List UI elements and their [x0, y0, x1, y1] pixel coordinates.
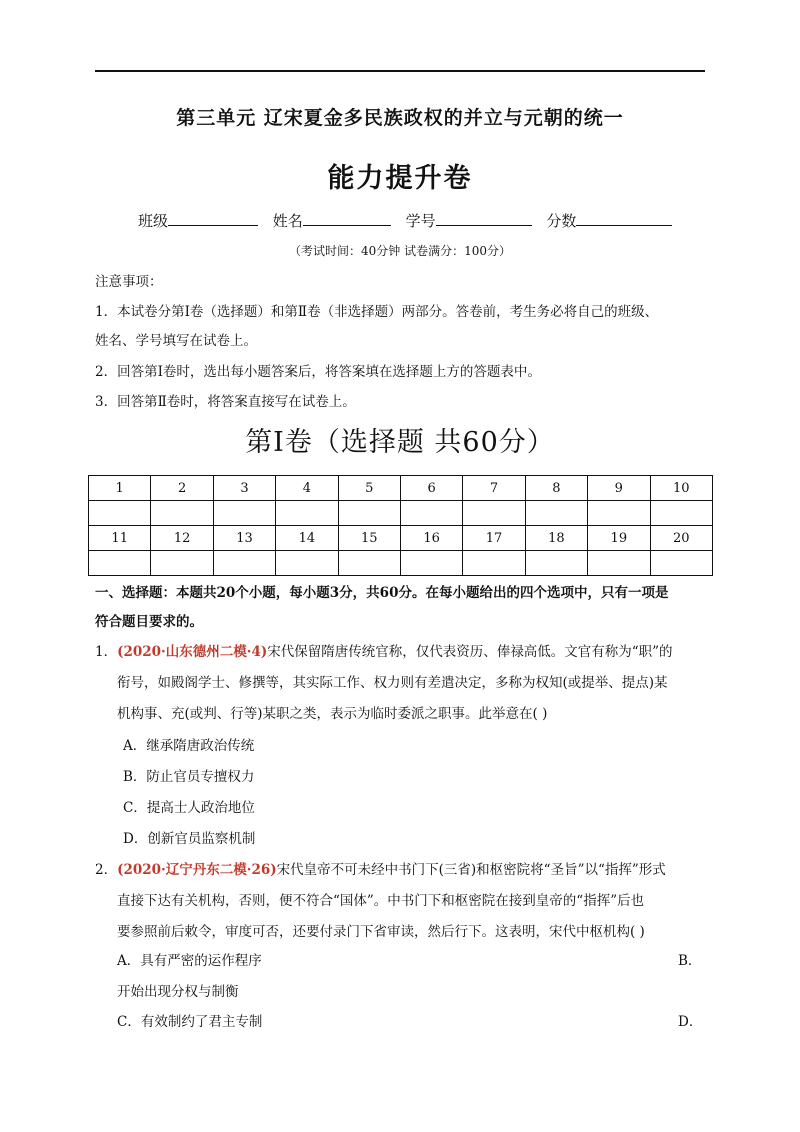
question-1-option-c[interactable]: C．提高士人政治地位: [123, 800, 255, 816]
question-2-number: 2．: [95, 862, 118, 878]
answer-cell[interactable]: [276, 551, 338, 576]
answer-cell[interactable]: [588, 501, 650, 526]
answer-cell[interactable]: [89, 551, 151, 576]
answer-number: 2: [151, 476, 213, 501]
question-1-option-b[interactable]: B．防止官员专擅权力: [123, 769, 255, 785]
answer-input-row-1: [89, 501, 713, 526]
notice-item-3: 3．回答第Ⅱ卷时，将答案直接写在试卷上。: [95, 394, 356, 410]
answer-number: 18: [525, 526, 587, 551]
id-blank[interactable]: [436, 211, 532, 226]
name-label: 姓名: [272, 212, 303, 230]
answer-number: 7: [463, 476, 525, 501]
class-blank[interactable]: [168, 211, 258, 226]
answer-cell[interactable]: [213, 551, 275, 576]
question-2-option-c[interactable]: C．有效制约了君主专制: [117, 1014, 263, 1030]
question-2-source: (2020·辽宁丹东二模·26): [117, 862, 277, 878]
notice-item-1-line-1: 1．本试卷分第Ⅰ卷（选择题）和第Ⅱ卷（非选择题）两部分。答卷前，考生务必将自己的班级、: [95, 304, 659, 320]
question-2-option-b-label[interactable]: B．: [678, 953, 702, 969]
answer-number: 3: [213, 476, 275, 501]
question-1-source: (2020·山东德州二模·4): [117, 644, 268, 660]
answer-number: 1: [89, 476, 151, 501]
answer-number: 4: [276, 476, 338, 501]
class-label: 班级: [138, 212, 169, 230]
question-1-text-1: 宋代保留隋唐传统官称，仅代表资历、俸禄高低。文官有称为“职”的: [267, 644, 673, 660]
answer-cell[interactable]: [463, 501, 525, 526]
answer-number: 5: [338, 476, 400, 501]
question-2-line-3: 要参照前后敕令，审度可否，还要付录门下省审读，然后行下。这表明，宋代中枢机构( ): [117, 924, 645, 940]
answer-number: 19: [588, 526, 650, 551]
question-1-line-1: [95, 640, 673, 660]
answer-number: 10: [650, 476, 712, 501]
name-blank[interactable]: [303, 211, 391, 226]
answer-number: 12: [151, 526, 213, 551]
answer-cell[interactable]: [276, 501, 338, 526]
answer-number: 14: [276, 526, 338, 551]
question-2-option-d-label[interactable]: D．: [678, 1014, 703, 1030]
question-2-line-2: 直接下达有关机构，否则，便不符合“国体”。中书门下和枢密院在接到皇帝的“指挥”后也: [117, 893, 645, 909]
answer-number: 15: [338, 526, 400, 551]
unit-title: 第三单元 辽宋夏金多民族政权的并立与元朝的统一: [176, 107, 624, 129]
answer-cell[interactable]: [338, 551, 400, 576]
answer-cell[interactable]: [151, 501, 213, 526]
answer-cell[interactable]: [525, 551, 587, 576]
question-1-number: 1．: [95, 644, 118, 660]
part1-title: 第Ⅰ卷（选择题 共60分）: [245, 427, 555, 458]
answer-header-row-1: [89, 476, 713, 501]
time-note: （考试时间：40分钟 试卷满分：100分）: [289, 244, 511, 258]
score-label: 分数: [546, 212, 577, 230]
question-2-text-1: 宋代皇帝不可未经中书门下(三省)和枢密院将“圣旨”以“指挥”形式: [276, 862, 666, 878]
answer-cell[interactable]: [151, 551, 213, 576]
answer-number: 9: [588, 476, 650, 501]
answer-number: 17: [463, 526, 525, 551]
question-1-option-a[interactable]: A．继承隋唐政治传统: [123, 738, 255, 754]
top-rule: [95, 70, 705, 72]
answer-cell[interactable]: [400, 551, 462, 576]
section1-instruction-line-2: 符合题目要求的。: [95, 614, 203, 630]
answer-cell[interactable]: [525, 501, 587, 526]
answer-cell[interactable]: [338, 501, 400, 526]
answer-number: 8: [525, 476, 587, 501]
answer-cell[interactable]: [400, 501, 462, 526]
answer-number: 11: [89, 526, 151, 551]
answer-number: 6: [400, 476, 462, 501]
notice-title: 注意事项：: [95, 274, 163, 290]
section1-instruction-line-1: 一、选择题：本题共20个小题，每小题3分，共60分。在每小题给出的四个选项中，只有一项是: [95, 585, 669, 601]
student-info-line: [138, 210, 682, 231]
answer-cell[interactable]: [213, 501, 275, 526]
question-2-line-1: [95, 858, 666, 878]
id-label: 学号: [405, 212, 436, 230]
notice-item-1-line-2: 姓名、学号填写在试卷上。: [95, 333, 257, 349]
question-2-option-a[interactable]: A．具有严密的运作程序: [117, 953, 262, 969]
answer-cell[interactable]: [89, 501, 151, 526]
answer-input-row-2: [89, 551, 713, 576]
answer-cell[interactable]: [650, 501, 712, 526]
answer-number: 16: [400, 526, 462, 551]
answer-cell[interactable]: [650, 551, 712, 576]
answer-table: [88, 475, 713, 576]
question-1-line-2: 衔号，如殿阁学士、修撰等，其实际工作、权力则有差遣决定，多称为权知(或提举、提点)某: [117, 675, 668, 691]
score-blank[interactable]: [576, 211, 672, 226]
question-2-option-b-text[interactable]: 开始出现分权与制衡: [117, 984, 239, 1000]
notice-item-2: 2．回答第Ⅰ卷时，选出每小题答案后，将答案填在选择题上方的答题表中。: [95, 364, 541, 380]
answer-number: 13: [213, 526, 275, 551]
answer-cell[interactable]: [463, 551, 525, 576]
answer-cell[interactable]: [588, 551, 650, 576]
question-1-line-3: 机构事、充(或判、行等)某职之类，表示为临时委派之职事。此举意在( ): [117, 706, 548, 722]
answer-number: 20: [650, 526, 712, 551]
question-1-option-d[interactable]: D．创新官员监察机制: [123, 831, 256, 847]
exam-title: 能力提升卷: [327, 163, 473, 194]
answer-header-row-2: [89, 526, 713, 551]
